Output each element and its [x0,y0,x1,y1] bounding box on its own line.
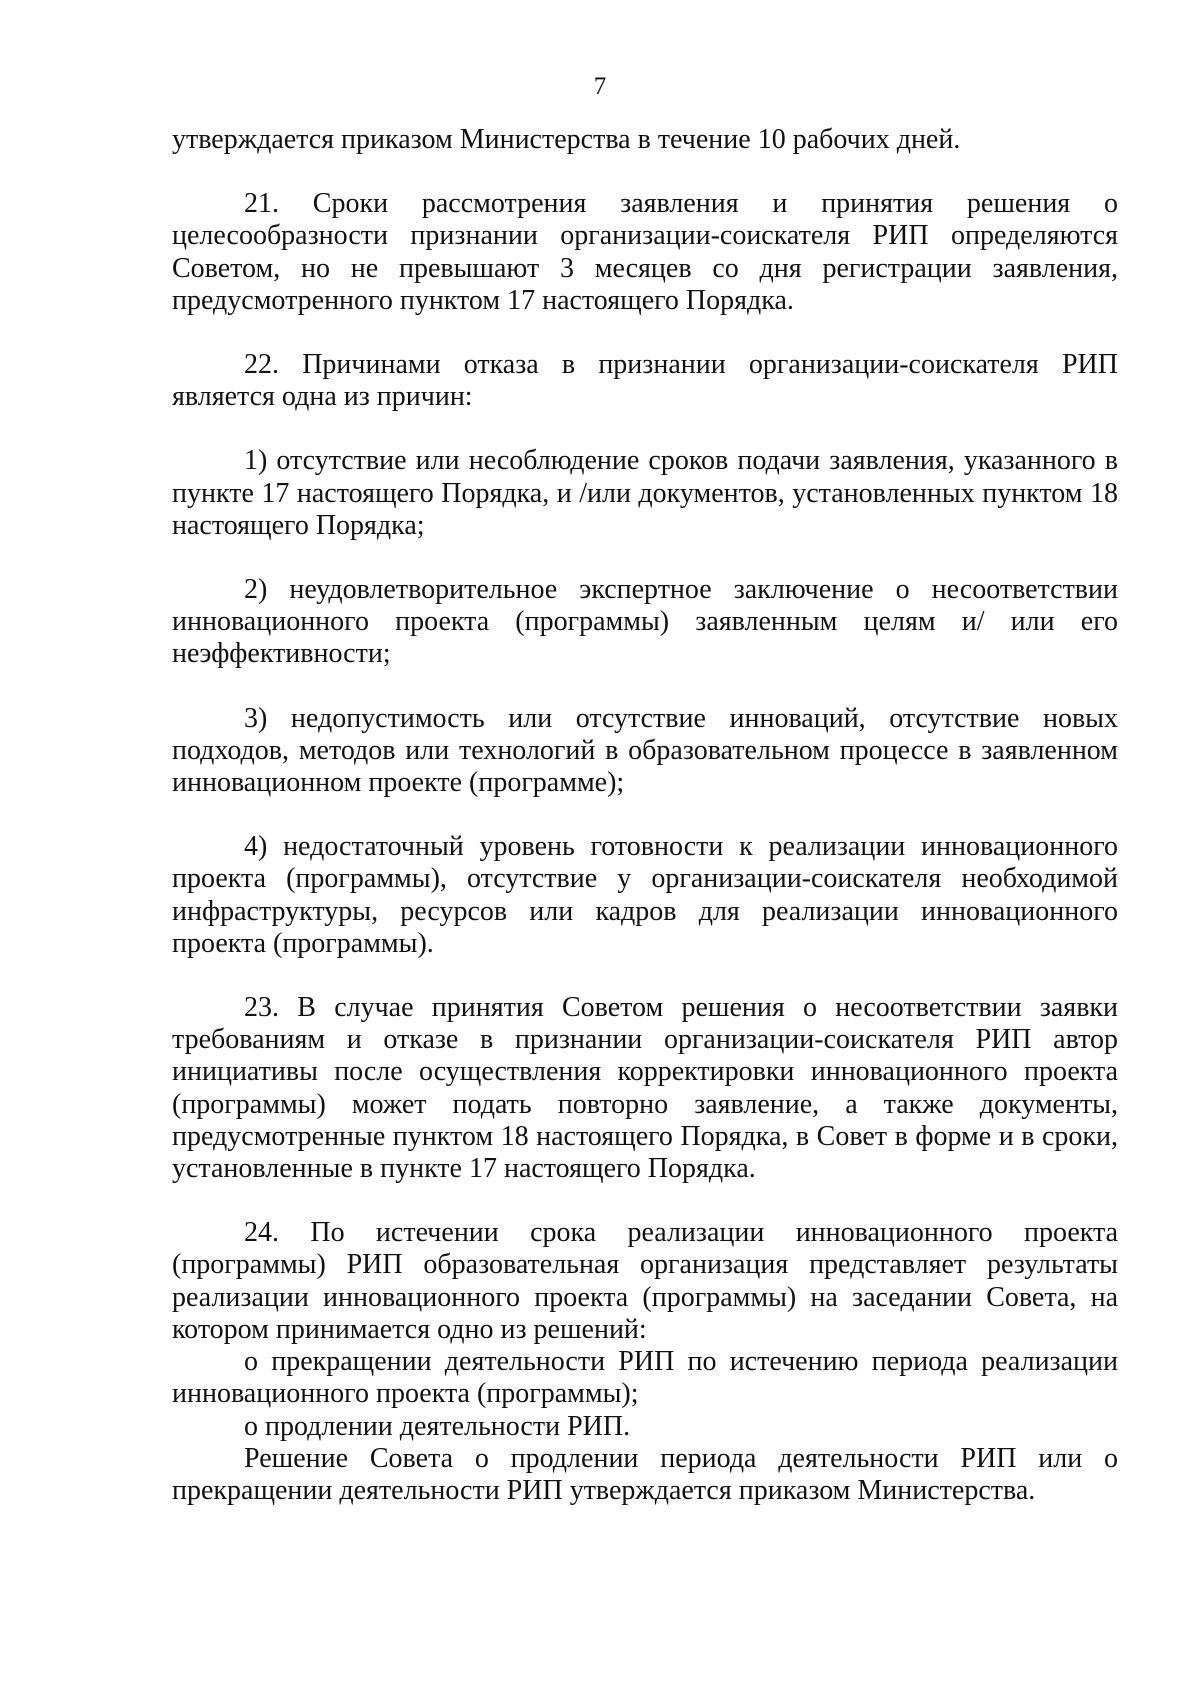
document-body [172,124,1118,1507]
paragraph-21: 21. Сроки рассмотрения заявления и принятия решения о целесообразности признании организации-соискателя РИП определяются Советом, но не превышают 3 месяцев со дня регистрации заявления, предусмотренного пунктом 17 настоящего Порядка. [172,188,1118,316]
paragraph-22-item-4: 4) недостаточный уровень готовности к реализации инновационного проекта (программы), отсутствие у организации-соискателя необходимой инфраструктуры, ресурсов или кадров для реализации инновационного проекта (программы). [172,831,1118,959]
paragraph-22-item-1: 1) отсутствие или несоблюдение сроков подачи заявления, указанного в пункте 17 настоящего Порядка, и /или документов, установленных пунктом 18 настоящего Порядка; [172,445,1118,541]
paragraph-24-option-2: о продлении деятельности РИП. [244,1410,631,1442]
paragraph-22-item-2: 2) неудовлетворительное экспертное заключение о несоответствии инновационного проекта (программы) заявленным целям и/ или его неэффективности; [172,574,1118,670]
paragraph-22-item-3: 3) недопустимость или отсутствие инноваций, отсутствие новых подходов, методов или технологий в образовательном процессе в заявленном инновационном проекте (программе); [172,702,1118,799]
paragraph-24-decision: Решение Совета о продлении периода деятельности РИП или о прекращении деятельности РИП утверждается приказом Министерства. [172,1442,1118,1506]
page-number: 7 [593,73,607,100]
paragraph-22: 22. Причинами отказа в признании организации-соискателя РИП является одна из причин: [172,349,1118,413]
paragraph-continuation: утверждается приказом Министерства в течение 10 рабочих дней. [172,124,961,155]
paragraph-24-option-1: о прекращении деятельности РИП по истечению периода реализации инновационного проекта (программы); [172,1346,1118,1410]
paragraph-23: 23. В случае принятия Советом решения о несоответствии заявки требованиям и отказе в признании организации-соискателя РИП автор инициативы после осуществления корректировки инновационного проекта (программы) может подать повторно заявление, а также документы, предусмотренные пунктом 18 настоящего Порядка, в Совет в форме и в сроки, установленные в пункте 17 настоящего Порядка. [172,992,1118,1185]
paragraph-24: 24. По истечении срока реализации инновационного проекта (программы) РИП образовательная организация представляет результаты реализации инновационного проекта (программы) на заседании Совета, на котором принимается одно из решений: [172,1217,1118,1345]
